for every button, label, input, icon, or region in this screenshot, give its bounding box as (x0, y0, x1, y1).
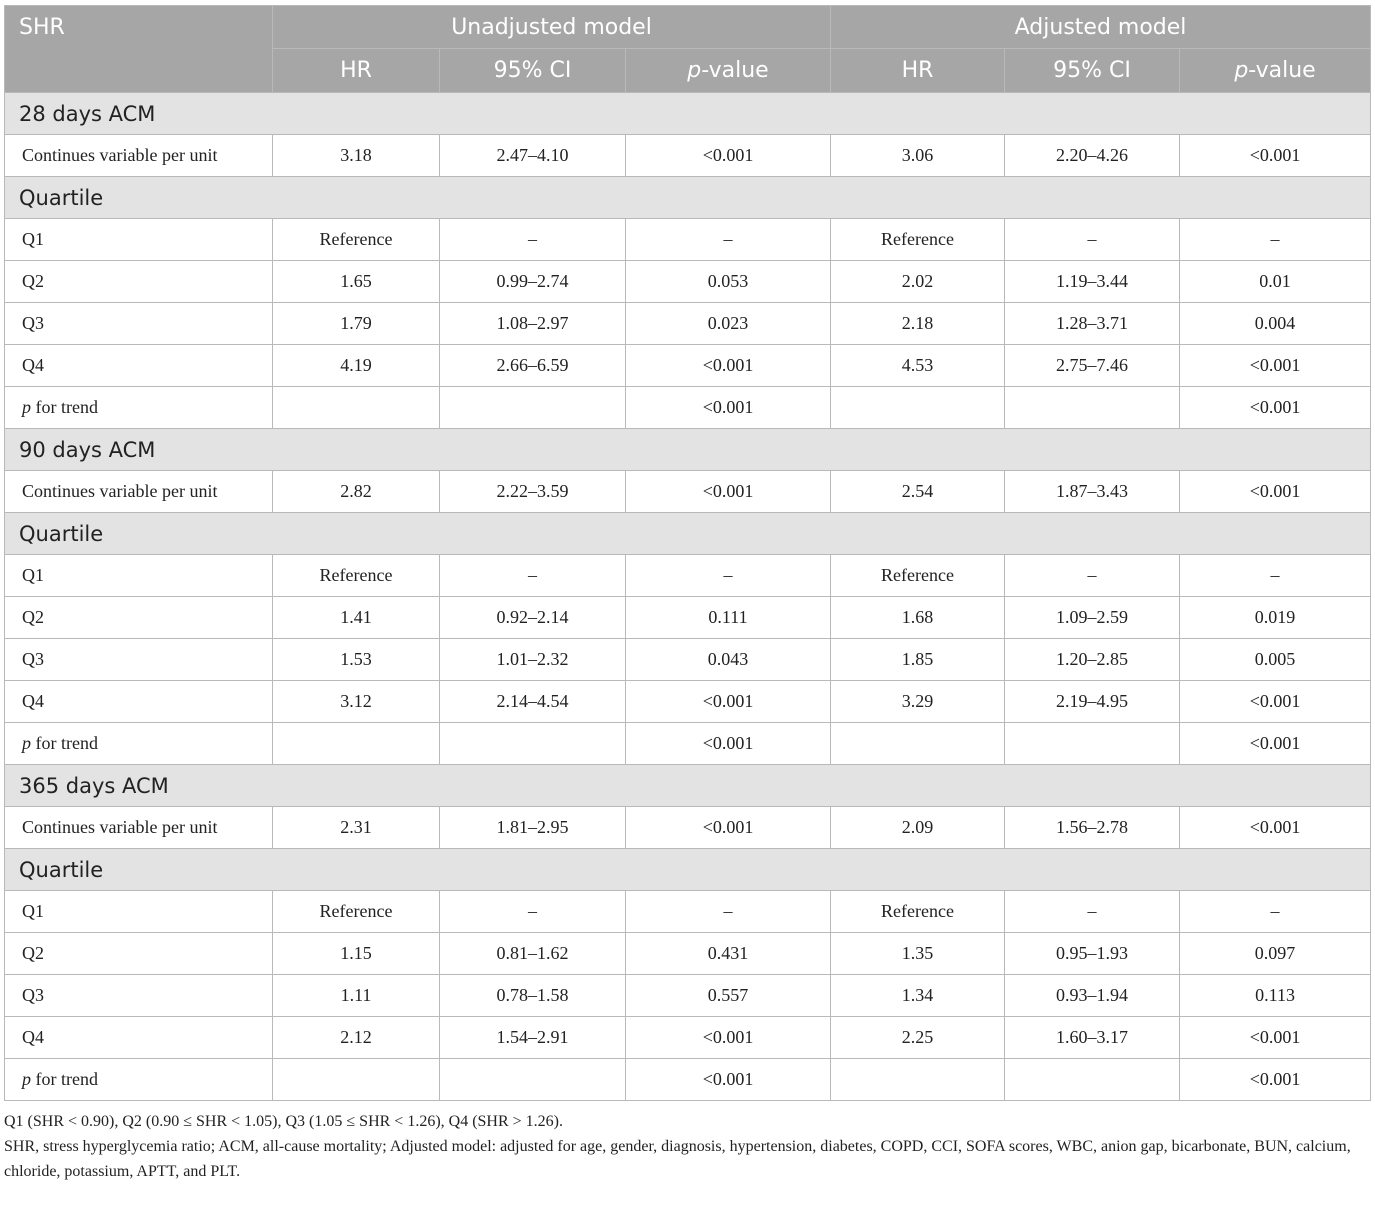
row-label-text: Q3 (22, 985, 44, 1005)
table-cell: 3.18 (273, 135, 440, 177)
section-header-label: 28 days ACM (5, 93, 1371, 135)
results-table (4, 5, 1371, 1101)
row-label (5, 723, 273, 765)
table-cell: <0.001 (1180, 1017, 1371, 1059)
table-cell: Reference (273, 219, 440, 261)
table-cell: 2.22–3.59 (440, 471, 626, 513)
table-cell: 0.431 (626, 933, 831, 975)
table-cell: 2.75–7.46 (1005, 345, 1180, 387)
table-cell (273, 723, 440, 765)
table-footnotes (4, 1109, 1370, 1184)
table-cell: <0.001 (626, 1017, 831, 1059)
row-label-text: Continues variable per unit (22, 817, 218, 837)
table-row (5, 597, 1371, 639)
row-label-text: Q2 (22, 607, 44, 627)
table-cell: 0.01 (1180, 261, 1371, 303)
table-row (5, 723, 1371, 765)
table-cell: – (626, 219, 831, 261)
table-cell: 0.097 (1180, 933, 1371, 975)
table-cell (440, 723, 626, 765)
table-cell: 2.18 (831, 303, 1005, 345)
table-cell: 1.11 (273, 975, 440, 1017)
table-row (5, 891, 1371, 933)
table-row (5, 933, 1371, 975)
table-cell: <0.001 (1180, 807, 1371, 849)
table-body (5, 93, 1371, 1101)
row-label-text: Q1 (22, 229, 44, 249)
table-cell: Reference (273, 891, 440, 933)
table-cell: 1.01–2.32 (440, 639, 626, 681)
table-cell: 1.87–3.43 (1005, 471, 1180, 513)
table-cell: <0.001 (626, 135, 831, 177)
table-cell (831, 723, 1005, 765)
table-row (5, 471, 1371, 513)
table-cell: 2.47–4.10 (440, 135, 626, 177)
table-cell: 1.20–2.85 (1005, 639, 1180, 681)
table-cell: 4.53 (831, 345, 1005, 387)
table-row (5, 219, 1371, 261)
table-cell: 2.25 (831, 1017, 1005, 1059)
row-label-text: Q3 (22, 313, 44, 333)
table-row (5, 681, 1371, 723)
row-label (5, 1017, 273, 1059)
row-label-text: Q4 (22, 1027, 44, 1047)
footnote-abbreviations: SHR, stress hyperglycemia ratio; ACM, all-cause mortality; Adjusted model: adjusted for age, gender, diagnosis, hypertension, diabetes, COPD, CCI, SOFA scores, WBC, anion gap, bicarbonate, BUN, calcium, chloride, potassium, APTT, and PLT. (4, 1138, 1351, 1180)
table-cell: 1.28–3.71 (1005, 303, 1180, 345)
row-label (5, 639, 273, 681)
table-row (5, 975, 1371, 1017)
table-cell: – (1180, 555, 1371, 597)
row-label-text: for trend (31, 733, 98, 753)
row-label-italic: p (22, 1069, 31, 1089)
table-cell: 3.29 (831, 681, 1005, 723)
table-cell: 0.92–2.14 (440, 597, 626, 639)
table-cell (440, 1059, 626, 1101)
header-unadjusted-model: Unadjusted model (273, 6, 831, 49)
header-adjusted-model: Adjusted model (831, 6, 1371, 49)
table-cell: – (440, 891, 626, 933)
header-subcol-italic: p (687, 58, 702, 83)
row-label (5, 597, 273, 639)
row-label (5, 1059, 273, 1101)
table-cell: 0.111 (626, 597, 831, 639)
header-subcol-italic: p (1234, 58, 1249, 83)
row-label (5, 387, 273, 429)
table-cell: 2.19–4.95 (1005, 681, 1180, 723)
row-label-text: for trend (31, 397, 98, 417)
table-cell: <0.001 (626, 681, 831, 723)
table-cell: 1.08–2.97 (440, 303, 626, 345)
table-cell: 1.54–2.91 (440, 1017, 626, 1059)
table-row (5, 303, 1371, 345)
table-cell: 1.41 (273, 597, 440, 639)
table-cell: 2.82 (273, 471, 440, 513)
table-cell: – (626, 891, 831, 933)
table-cell: 3.06 (831, 135, 1005, 177)
table-cell: <0.001 (1180, 135, 1371, 177)
table-row (5, 555, 1371, 597)
table-cell: 1.85 (831, 639, 1005, 681)
table-cell (273, 1059, 440, 1101)
table-row (5, 135, 1371, 177)
header-subcol-text: 95% CI (493, 58, 572, 83)
quartile-header-label: Quartile (5, 849, 1371, 891)
row-label (5, 933, 273, 975)
table-cell: 0.93–1.94 (1005, 975, 1180, 1017)
table-cell: Reference (273, 555, 440, 597)
table-cell: 1.81–2.95 (440, 807, 626, 849)
row-label (5, 807, 273, 849)
row-label-text: Q4 (22, 355, 44, 375)
row-label-italic: p (22, 397, 31, 417)
table-cell: 4.19 (273, 345, 440, 387)
table-cell: Reference (831, 219, 1005, 261)
table-cell: – (440, 219, 626, 261)
table-cell: 0.004 (1180, 303, 1371, 345)
table-cell: 1.65 (273, 261, 440, 303)
table-cell: 0.043 (626, 639, 831, 681)
table-row (5, 639, 1371, 681)
row-label (5, 891, 273, 933)
table-cell: 2.12 (273, 1017, 440, 1059)
row-label (5, 681, 273, 723)
table-cell: 1.35 (831, 933, 1005, 975)
row-label-text: Q1 (22, 901, 44, 921)
row-label (5, 303, 273, 345)
table-cell: 2.31 (273, 807, 440, 849)
table-cell: <0.001 (626, 807, 831, 849)
table-cell: 0.99–2.74 (440, 261, 626, 303)
quartile-header (5, 849, 1371, 891)
table-cell: Reference (831, 555, 1005, 597)
table-row (5, 387, 1371, 429)
row-label-text: Q2 (22, 943, 44, 963)
row-label (5, 345, 273, 387)
table-cell: <0.001 (1180, 471, 1371, 513)
header-subcol-text: -value (701, 58, 769, 83)
header-subcol (440, 49, 626, 93)
table-cell: <0.001 (626, 387, 831, 429)
header-shr: SHR (5, 6, 273, 93)
table-cell (831, 387, 1005, 429)
table-cell: 3.12 (273, 681, 440, 723)
row-label-text: Continues variable per unit (22, 481, 218, 501)
table-cell: <0.001 (1180, 681, 1371, 723)
header-subcol (626, 49, 831, 93)
table-cell: – (626, 555, 831, 597)
row-label-text: Q2 (22, 271, 44, 291)
table-cell: 0.113 (1180, 975, 1371, 1017)
header-subcol-text: HR (340, 58, 372, 83)
table-cell: 1.09–2.59 (1005, 597, 1180, 639)
table-figure (4, 5, 1370, 1184)
table-cell: – (1005, 555, 1180, 597)
table-cell (1005, 387, 1180, 429)
table-cell: <0.001 (626, 471, 831, 513)
table-cell: 2.54 (831, 471, 1005, 513)
table-cell: 1.56–2.78 (1005, 807, 1180, 849)
header-subcol (1180, 49, 1371, 93)
table-cell: <0.001 (626, 1059, 831, 1101)
quartile-header-label: Quartile (5, 177, 1371, 219)
row-label (5, 555, 273, 597)
section-header (5, 93, 1371, 135)
table-row (5, 345, 1371, 387)
table-cell: 0.78–1.58 (440, 975, 626, 1017)
quartile-header (5, 513, 1371, 555)
row-label (5, 219, 273, 261)
table-row (5, 261, 1371, 303)
table-cell: 1.68 (831, 597, 1005, 639)
table-cell: 2.02 (831, 261, 1005, 303)
section-header-label: 365 days ACM (5, 765, 1371, 807)
table-cell (1005, 723, 1180, 765)
table-cell (440, 387, 626, 429)
table-cell: 0.81–1.62 (440, 933, 626, 975)
table-cell: Reference (831, 891, 1005, 933)
table-cell: 2.66–6.59 (440, 345, 626, 387)
table-cell: 1.79 (273, 303, 440, 345)
quartile-header (5, 177, 1371, 219)
table-cell: – (440, 555, 626, 597)
header-subcol-text: 95% CI (1053, 58, 1131, 83)
row-label-text: Q1 (22, 565, 44, 585)
table-cell: 0.557 (626, 975, 831, 1017)
table-cell: <0.001 (1180, 387, 1371, 429)
table-cell: 0.053 (626, 261, 831, 303)
table-cell: 1.19–3.44 (1005, 261, 1180, 303)
table-cell: 2.09 (831, 807, 1005, 849)
table-cell: – (1005, 891, 1180, 933)
row-label-text: Q3 (22, 649, 44, 669)
header-subcol (273, 49, 440, 93)
table-cell: – (1180, 891, 1371, 933)
header-subcol (831, 49, 1005, 93)
table-cell: 1.34 (831, 975, 1005, 1017)
row-label-text: Continues variable per unit (22, 145, 218, 165)
table-cell (273, 387, 440, 429)
table-cell: <0.001 (1180, 723, 1371, 765)
table-cell: 2.14–4.54 (440, 681, 626, 723)
table-cell: <0.001 (1180, 345, 1371, 387)
header-subcol-text: HR (901, 58, 934, 83)
table-cell: 0.019 (1180, 597, 1371, 639)
table-row (5, 1059, 1371, 1101)
table-cell: 1.15 (273, 933, 440, 975)
table-cell: – (1005, 219, 1180, 261)
table-cell: 0.95–1.93 (1005, 933, 1180, 975)
table-cell (831, 1059, 1005, 1101)
footnote-quartiles: Q1 (SHR < 0.90), Q2 (0.90 ≤ SHR < 1.05), Q3 (1.05 ≤ SHR < 1.26), Q4 (SHR > 1.26). (4, 1113, 563, 1130)
row-label (5, 135, 273, 177)
section-header-label: 90 days ACM (5, 429, 1371, 471)
table-cell: <0.001 (626, 723, 831, 765)
section-header (5, 429, 1371, 471)
table-cell (1005, 1059, 1180, 1101)
header-subcol-text: -value (1248, 58, 1316, 83)
table-cell: 1.60–3.17 (1005, 1017, 1180, 1059)
row-label-text: Q4 (22, 691, 44, 711)
row-label-italic: p (22, 733, 31, 753)
table-cell: – (1180, 219, 1371, 261)
row-label (5, 471, 273, 513)
table-cell: <0.001 (626, 345, 831, 387)
section-header (5, 765, 1371, 807)
table-header (5, 6, 1371, 93)
table-cell: <0.001 (1180, 1059, 1371, 1101)
table-cell: 1.53 (273, 639, 440, 681)
table-cell: 0.005 (1180, 639, 1371, 681)
row-label (5, 261, 273, 303)
table-row (5, 807, 1371, 849)
header-subcol (1005, 49, 1180, 93)
table-row (5, 1017, 1371, 1059)
quartile-header-label: Quartile (5, 513, 1371, 555)
table-cell: 2.20–4.26 (1005, 135, 1180, 177)
row-label (5, 975, 273, 1017)
row-label-text: for trend (31, 1069, 98, 1089)
table-cell: 0.023 (626, 303, 831, 345)
